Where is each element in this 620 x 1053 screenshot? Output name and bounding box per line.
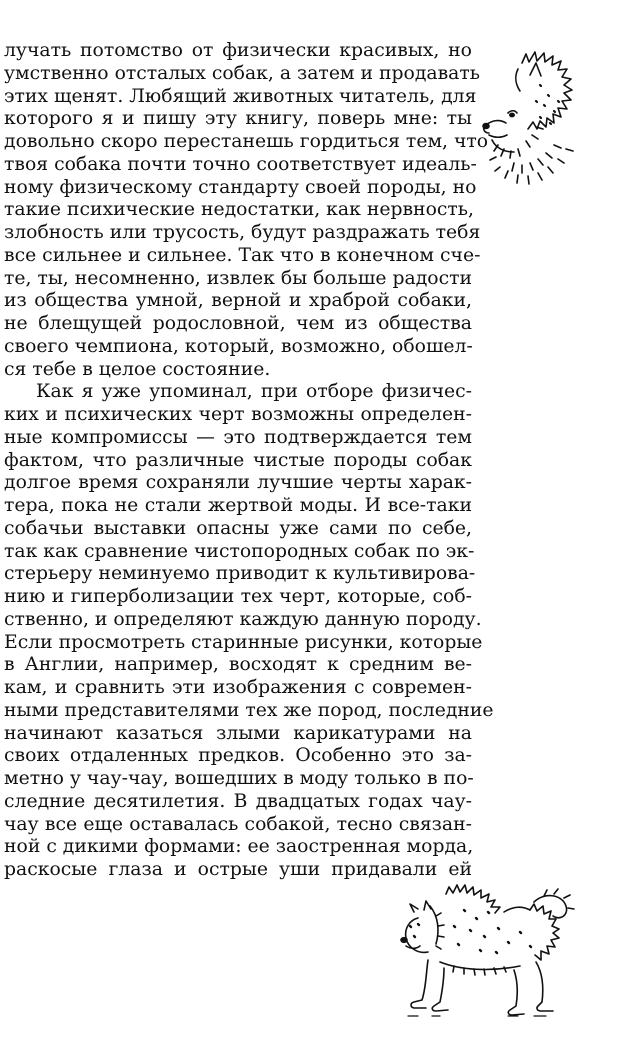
text-line: собачьи выставки опасны уже сами по себе,: [4, 517, 472, 539]
text-line: ному физическому стандарту своей породы, но: [4, 176, 477, 198]
text-line: которого я и пишу эту книгу, поверь мне: ты: [4, 108, 472, 130]
text-line: Как я уже упоминал, при отборе физичес-: [36, 381, 472, 403]
text-line: ными представителями тех же пород, последние: [4, 699, 494, 721]
text-line: такие психические недостатки, как нервность,: [4, 199, 474, 221]
text-line: твоя собака почти точно соответствует идеаль-: [4, 153, 477, 175]
text-line: в Англии, например, восходят к средним ве-: [4, 654, 472, 676]
text-line: умственно отсталых собак, а затем и продавать: [4, 62, 480, 84]
text-line: Если просмотреть старинные рисунки, которые: [4, 631, 483, 653]
text-line: те, ты, несомненно, извлек бы больше радости: [4, 267, 472, 289]
text-line: нию и гиперболизации тех черт, которые, соб-: [4, 586, 472, 607]
paragraph-2: [4, 381, 494, 882]
text-line: все сильнее и сильнее. Так что в конечном сче-: [4, 244, 481, 266]
text-line: из общества умной, верной и храброй собаки,: [4, 290, 472, 312]
text-line: довольно скоро перестанешь гордиться тем, что: [4, 131, 489, 152]
text-line: не блещущей родословной, чем из общества: [4, 313, 472, 334]
text-line: чау все еще оставалась собакой, тесно связан-: [4, 813, 472, 835]
paragraph-1: [4, 40, 489, 381]
text-line: ся тебе в целое состояние.: [4, 358, 271, 380]
text-line: своих отдаленных предков. Особенно это за-: [4, 745, 472, 767]
text-line: кам, и сравнить эти изображения с современ-: [4, 677, 472, 698]
text-line: долгое время сохраняли лучшие черты харак-: [4, 472, 472, 494]
text-line: фактом, что различные чистые породы собак: [4, 449, 472, 471]
text-line: этих щенят. Любящий животных читатель, для: [4, 85, 477, 107]
text-line: тера, пока не стали жертвой моды. И все-таки: [4, 495, 472, 516]
text-line: так как сравнение чистопородных собак по эк-: [4, 540, 475, 562]
chow-chow-head-illustration: [478, 45, 620, 193]
text-line: лучать потомство от физически красивых, но: [4, 40, 472, 61]
text-line: ких и психических черт возможны определен-: [4, 404, 472, 425]
text-line: начинают казаться злыми карикатурами на: [4, 722, 472, 744]
text-line: стерьеру неминуемо приводит к культивирова-: [4, 563, 476, 585]
text-line: метно у чау-чау, вошедших в моду только в по-: [4, 768, 474, 789]
text-line: ные компромиссы — это подтверждается тем: [4, 426, 472, 448]
text-line: следние десятилетия. В двадцатых годах чау-: [4, 790, 472, 812]
text-line: ной с дикими формами: ее заостренная морда,: [4, 836, 474, 858]
body-text: [4, 40, 494, 882]
text-line: раскосые глаза и острые уши придавали ей: [4, 859, 472, 880]
text-line: злобность или трусость, будут раздражать тебя: [4, 222, 481, 243]
chow-chow-puppy-illustration: [384, 866, 610, 1046]
text-line: своего чемпиона, который, возможно, обошел-: [4, 335, 473, 357]
text-line: ственно, и определяют каждую данную породу.: [4, 608, 482, 630]
